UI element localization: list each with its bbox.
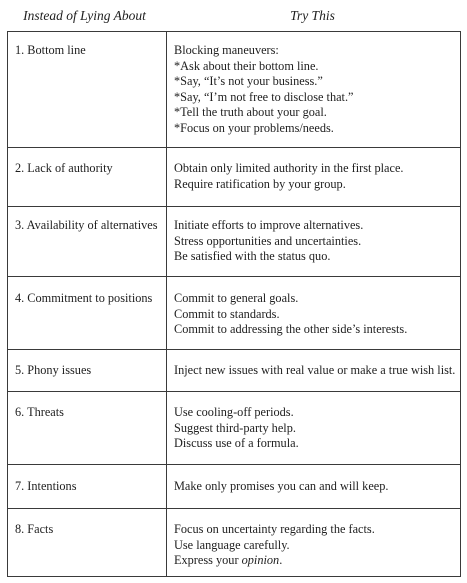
table-header — [0, 0, 467, 32]
suggestion-line: Commit to standards. — [174, 306, 280, 321]
suggestion-line: Suggest third-party help. — [174, 420, 296, 435]
suggestion-line — [174, 553, 458, 569]
column-header-instead-of-lying: Instead of Lying About — [23, 8, 146, 23]
row-topic: 6. Threats — [15, 405, 64, 419]
row-topic: 7. Intentions — [15, 479, 77, 493]
row-topic: 3. Availability of alternatives — [15, 218, 158, 232]
suggestion-line: Initiate efforts to improve alternatives. — [174, 218, 364, 232]
row-suggestions — [174, 405, 458, 452]
suggestion-prefix: Express your — [174, 553, 242, 567]
suggestion-line: Commit to general goals. — [174, 291, 299, 305]
table-row — [8, 349, 460, 391]
suggestion-line: *Say, “I’m not free to disclose that.” — [174, 89, 354, 104]
suggestion-line: Stress opportunities and uncertainties. — [174, 233, 362, 248]
row-topic: 1. Bottom line — [15, 43, 86, 57]
suggestion-line: Use cooling-off periods. — [174, 405, 294, 419]
suggestion-line: Obtain only limited authority in the first place. — [174, 161, 404, 175]
suggestion-line: Use language carefully. — [174, 537, 290, 552]
table-row — [8, 276, 460, 349]
table-row — [8, 32, 460, 147]
column-header-try-this: Try This — [290, 8, 335, 23]
suggestion-line: Make only promises you can and will keep. — [174, 479, 389, 493]
row-suggestions — [174, 291, 458, 338]
suggestion-line: Be satisfied with the status quo. — [174, 249, 331, 263]
suggestion-line: *Focus on your problems/needs. — [174, 120, 334, 135]
suggestion-line: Focus on uncertainty regarding the facts. — [174, 522, 375, 536]
suggestion-line: Require ratification by your group. — [174, 176, 346, 191]
row-suggestions — [174, 43, 458, 136]
row-suggestions — [174, 161, 458, 192]
suggestion-emphasis: opinion — [241, 553, 280, 567]
row-suggestions — [174, 479, 458, 495]
row-suggestions — [174, 522, 458, 569]
suggestion-line: *Say, “It’s not your business.” — [174, 74, 323, 88]
suggestion-suffix: . — [279, 553, 283, 567]
row-topic: 2. Lack of authority — [15, 161, 113, 175]
table-row — [8, 391, 460, 464]
row-topic: 8. Facts — [15, 522, 54, 536]
suggestion-line: Blocking maneuvers: — [174, 43, 279, 57]
suggestion-line: Discuss use of a formula. — [174, 436, 299, 450]
row-topic: 4. Commitment to positions — [15, 291, 153, 305]
table-row — [8, 464, 460, 508]
advice-table — [7, 31, 461, 577]
table-row — [8, 206, 460, 276]
suggestion-line: Inject new issues with real value or make a true wish list. — [174, 363, 456, 377]
suggestion-line: Commit to addressing the other side’s interests. — [174, 322, 408, 336]
row-suggestions — [174, 363, 458, 379]
row-suggestions — [174, 218, 458, 265]
suggestion-line: *Tell the truth about your goal. — [174, 105, 327, 119]
table-row — [8, 508, 460, 578]
row-topic: 5. Phony issues — [15, 363, 92, 377]
suggestion-line: *Ask about their bottom line. — [174, 58, 319, 73]
table-row — [8, 147, 460, 206]
